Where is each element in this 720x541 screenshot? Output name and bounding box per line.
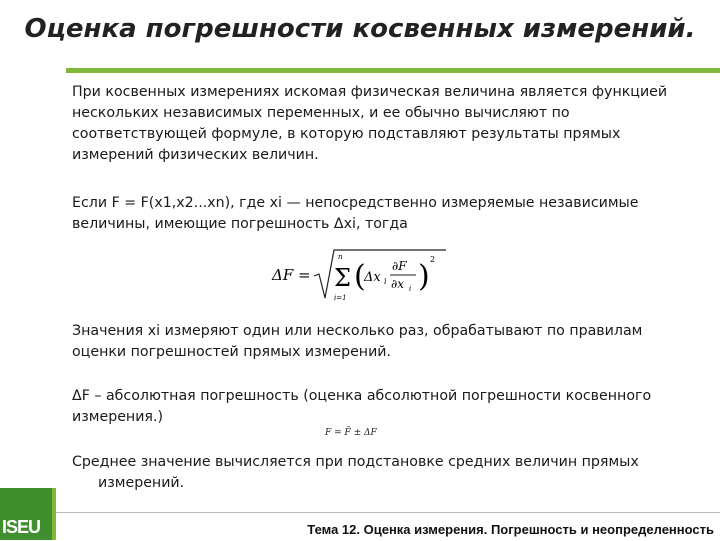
- svg-text:(: (: [354, 259, 366, 294]
- footer-bar: [56, 512, 720, 541]
- title-underline: [66, 68, 720, 73]
- svg-text:i: i: [384, 277, 387, 286]
- svg-text:2: 2: [430, 255, 436, 264]
- paragraph-definition: [72, 193, 672, 235]
- paragraph-intro: При косвенных измерениях искомая физическая величина является функцией нескольких независимых переменных, и ее обычно вычисляют по соответствующей формуле, в которую подставляют результаты прямых измерений физических величин.: [72, 84, 668, 163]
- error-propagation-formula: [270, 246, 450, 306]
- svg-text:∂x: ∂x: [391, 277, 404, 291]
- svg-text:i: i: [409, 285, 412, 293]
- svg-text:Σ: Σ: [334, 264, 351, 292]
- svg-text:∂F: ∂F: [392, 259, 407, 273]
- svg-text:ΔF =: ΔF =: [272, 266, 311, 284]
- result-formula: F = F̄ ± ΔF: [325, 428, 377, 438]
- paragraph-measurement: Значения xi измеряют один или несколько раз, обрабатывают по правилам оценки погрешностей прямых измерений.: [72, 323, 643, 360]
- definition-text: Если F = F(x1,x2...xn), где xi — непосредственно измеряемые независимые величины, имеющие погрешность Δxi, тогда: [72, 195, 639, 232]
- iseu-logo: [0, 488, 52, 540]
- svg-text:i=1: i=1: [334, 294, 347, 302]
- logo-text: ISEU: [2, 517, 41, 537]
- svg-text:n: n: [338, 253, 343, 261]
- footer-title: Тема 12. Оценка измерения. Погрешность и неопределенность: [307, 522, 714, 537]
- slide-title: Оценка погрешности косвенных измерений.: [24, 14, 696, 44]
- paragraph-mean-value: Среднее значение вычисляется при подстановке средних величин прямых измерений.: [72, 454, 639, 491]
- svg-text:Δx: Δx: [364, 270, 381, 285]
- svg-text:): ): [418, 259, 430, 294]
- paragraph-absolute-error: ΔF – абсолютная погрешность (оценка абсолютной погрешности косвенного измерения.): [72, 388, 652, 425]
